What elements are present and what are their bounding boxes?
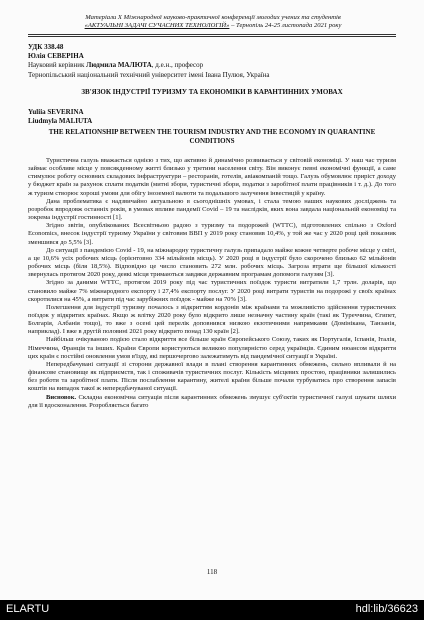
paragraph-8: Непередбачувані ситуації зі сторони державної влади в плані створення карантинних обмежень, сильно впливали й на фінансове становище як підприємств, так і споживачів туристичних послуг. Кількість місцевих простою, працівники залишились без роботи та заробітної плати. Після послаблення карантину, жителі країни більше почали турбуватись про створення запасів коштів на випадок такої ж непередбачуваної ситуації. <box>28 360 396 393</box>
conference-header <box>28 14 398 30</box>
conclusion-text: Складна економічна ситуація після карантинних обмежень змушує суб'єктів туристичної галузі шукати шляхи для її вдосконалення. Розробляється багато <box>28 393 396 409</box>
paragraph-2: Дана проблематика є надзвичайно актуальною в сьогоднішніх умовах, і стала темою наших наукових досліджень та розробок впродовж останніх років, в умовах впливе пандемії Covid – 19 та наслідків, яких вона завдала національній економіці та зокрема індустрії гостинності [1]. <box>28 197 396 222</box>
viewer-footer-bar <box>0 600 424 620</box>
repository-name: ELARTU <box>6 603 50 615</box>
header-rule <box>28 34 396 37</box>
paragraph-4: До ситуації з пандемією Covid - 19, на міжнародну туристичну галузь припадало майже кожне четверте робоче місце у світі, а це 10,6% усіх робочих місць (орієнтовно 334 мільйонів місць). У 2020 році в індустрії було скорочено близько 62 мільйонів робочих місць (біля 18,5%). Відповідно це число становить 272 млн. робочих місць. Загроза втрати ще більшої кількості звернулась протягом 2020 року, деякі місця тримаються завдяки державним програмам допомоги галузям [3]. <box>28 246 396 279</box>
conference-title: «АКТУАЛЬНІ ЗАДАЧІ СУЧАСНИХ ТЕХНОЛОГІЙ» <box>84 22 230 29</box>
author-ua: Юлія СЕВЕРІНА <box>28 52 84 60</box>
paragraph-1: Туристична галузь вважається однією з тих, що активно й динамічно розвивається у світовій економіці. У наш час туризм займає особливе місце у повсякденному житті близько у третини населення світу. Він виконує певні економічні функції, а саме стимулює роботу основних складових інфраструктури – ресторанів, готелів, авіакомпаній тощо. Галузь обумовлює приріст доходу у бюджет країн за рахунок сплати податків (митні збори, туристичні збори, податки з заробітної плати працівників і т. д.). До того ж туризм створює хороші умови для обігу іноземної валюти та подальшого залучення інвестицій у країну. <box>28 157 396 197</box>
paragraph-6: Полегшення для індустрії туризму почалось з відкриттям кордонів між країнами та можливістю здійснення туристичних поїздок у відкритих країнах. Якщо ж влітку 2020 року було відкрито лише незначну частину країн (такі як Туреччина, Єгипет, Болгарія, Албанія тощо), то вже з осені цей перелік доповнився низкою екзотичними напрямками (Домінікана, Танзанія, наприклад). І вже в другій половині 2021 року відкрито понад 130 країн [2]. <box>28 303 396 336</box>
supervisor-line <box>28 61 398 70</box>
paragraph-7: Найбільш очікуваною подією стало відкриття все більше країн Європейського Союзу, таких як Португалія, Іспанія, Італія, Німеччина, Франція та інших. Країни Європи користуються великою популярністю серед українців. Єдиним нюансом відкриття цих країн є постійні оновлення умов в'їзду, які першочергово залежатимуть від пандемічної ситуації в Україні. <box>28 336 396 360</box>
author-en: Yuliia SEVERINA <box>28 108 84 116</box>
conference-header-line1: Матеріали Х Міжнародної науково-практичної конференції молодих учених та студентів <box>85 14 341 21</box>
page-number: 118 <box>206 568 218 576</box>
conclusion-paragraph <box>28 394 396 410</box>
udc-code: УДК 338.48 <box>28 43 64 51</box>
paragraph-3: Згідно звітів, опублікованих Всесвітньою радою з туризму та подорожей (WTTC), підготовлених спільно з Oxford Economics, внесок індустрії туризму України у світовим ВВП у 2019 року становив 10,4%, у той же час у 2020 році цей показник зменшився до 5,5% [3]. <box>28 222 396 246</box>
supervisor-en: Liudmyla MALIUTA <box>28 117 93 125</box>
paragraph-5: Згідно за даними WTTC, протягом 2019 року під час туристичних поїздок туристи витратили 1,7 трлн. доларів, що становило майже 7% міжнародного експорту і 27,4% експорту послуг. У 2020 році витрати туристів на подорожі у своїх країнах скоротилися на 45%, а витрати під час зарубіжних поїздок - майже на 70% [3]. <box>28 279 396 303</box>
supervisor-prefix: Науковий керівник <box>28 61 87 69</box>
title-ua: ЗВ'ЯЗОК ІНДУСТРІЇ ТУРИЗМУ ТА ЕКОНОМІКИ В КАРАНТИННИХ УМОВАХ <box>81 88 343 96</box>
supervisor-name: Людмила МАЛЮТА <box>86 61 152 69</box>
affiliation: Тернопільський національний технічний університет імені Івана Пулюя, Україна <box>28 71 270 79</box>
handle-identifier: hdl:lib/36623 <box>355 603 418 615</box>
supervisor-suffix: , д.е.н., професор <box>151 61 204 69</box>
conference-header-line2 <box>28 22 398 30</box>
title-en: THE RELATIONSHIP BETWEEN THE TOURISM INDUSTRY AND THE ECONOMY IN QUARANTINE CONDITIONS <box>48 128 376 145</box>
article-body <box>28 157 396 410</box>
conclusion-label: Висновок. <box>46 393 77 401</box>
conference-location-date: – Тернопіль 24-25 листопада 2021 року <box>229 22 342 29</box>
